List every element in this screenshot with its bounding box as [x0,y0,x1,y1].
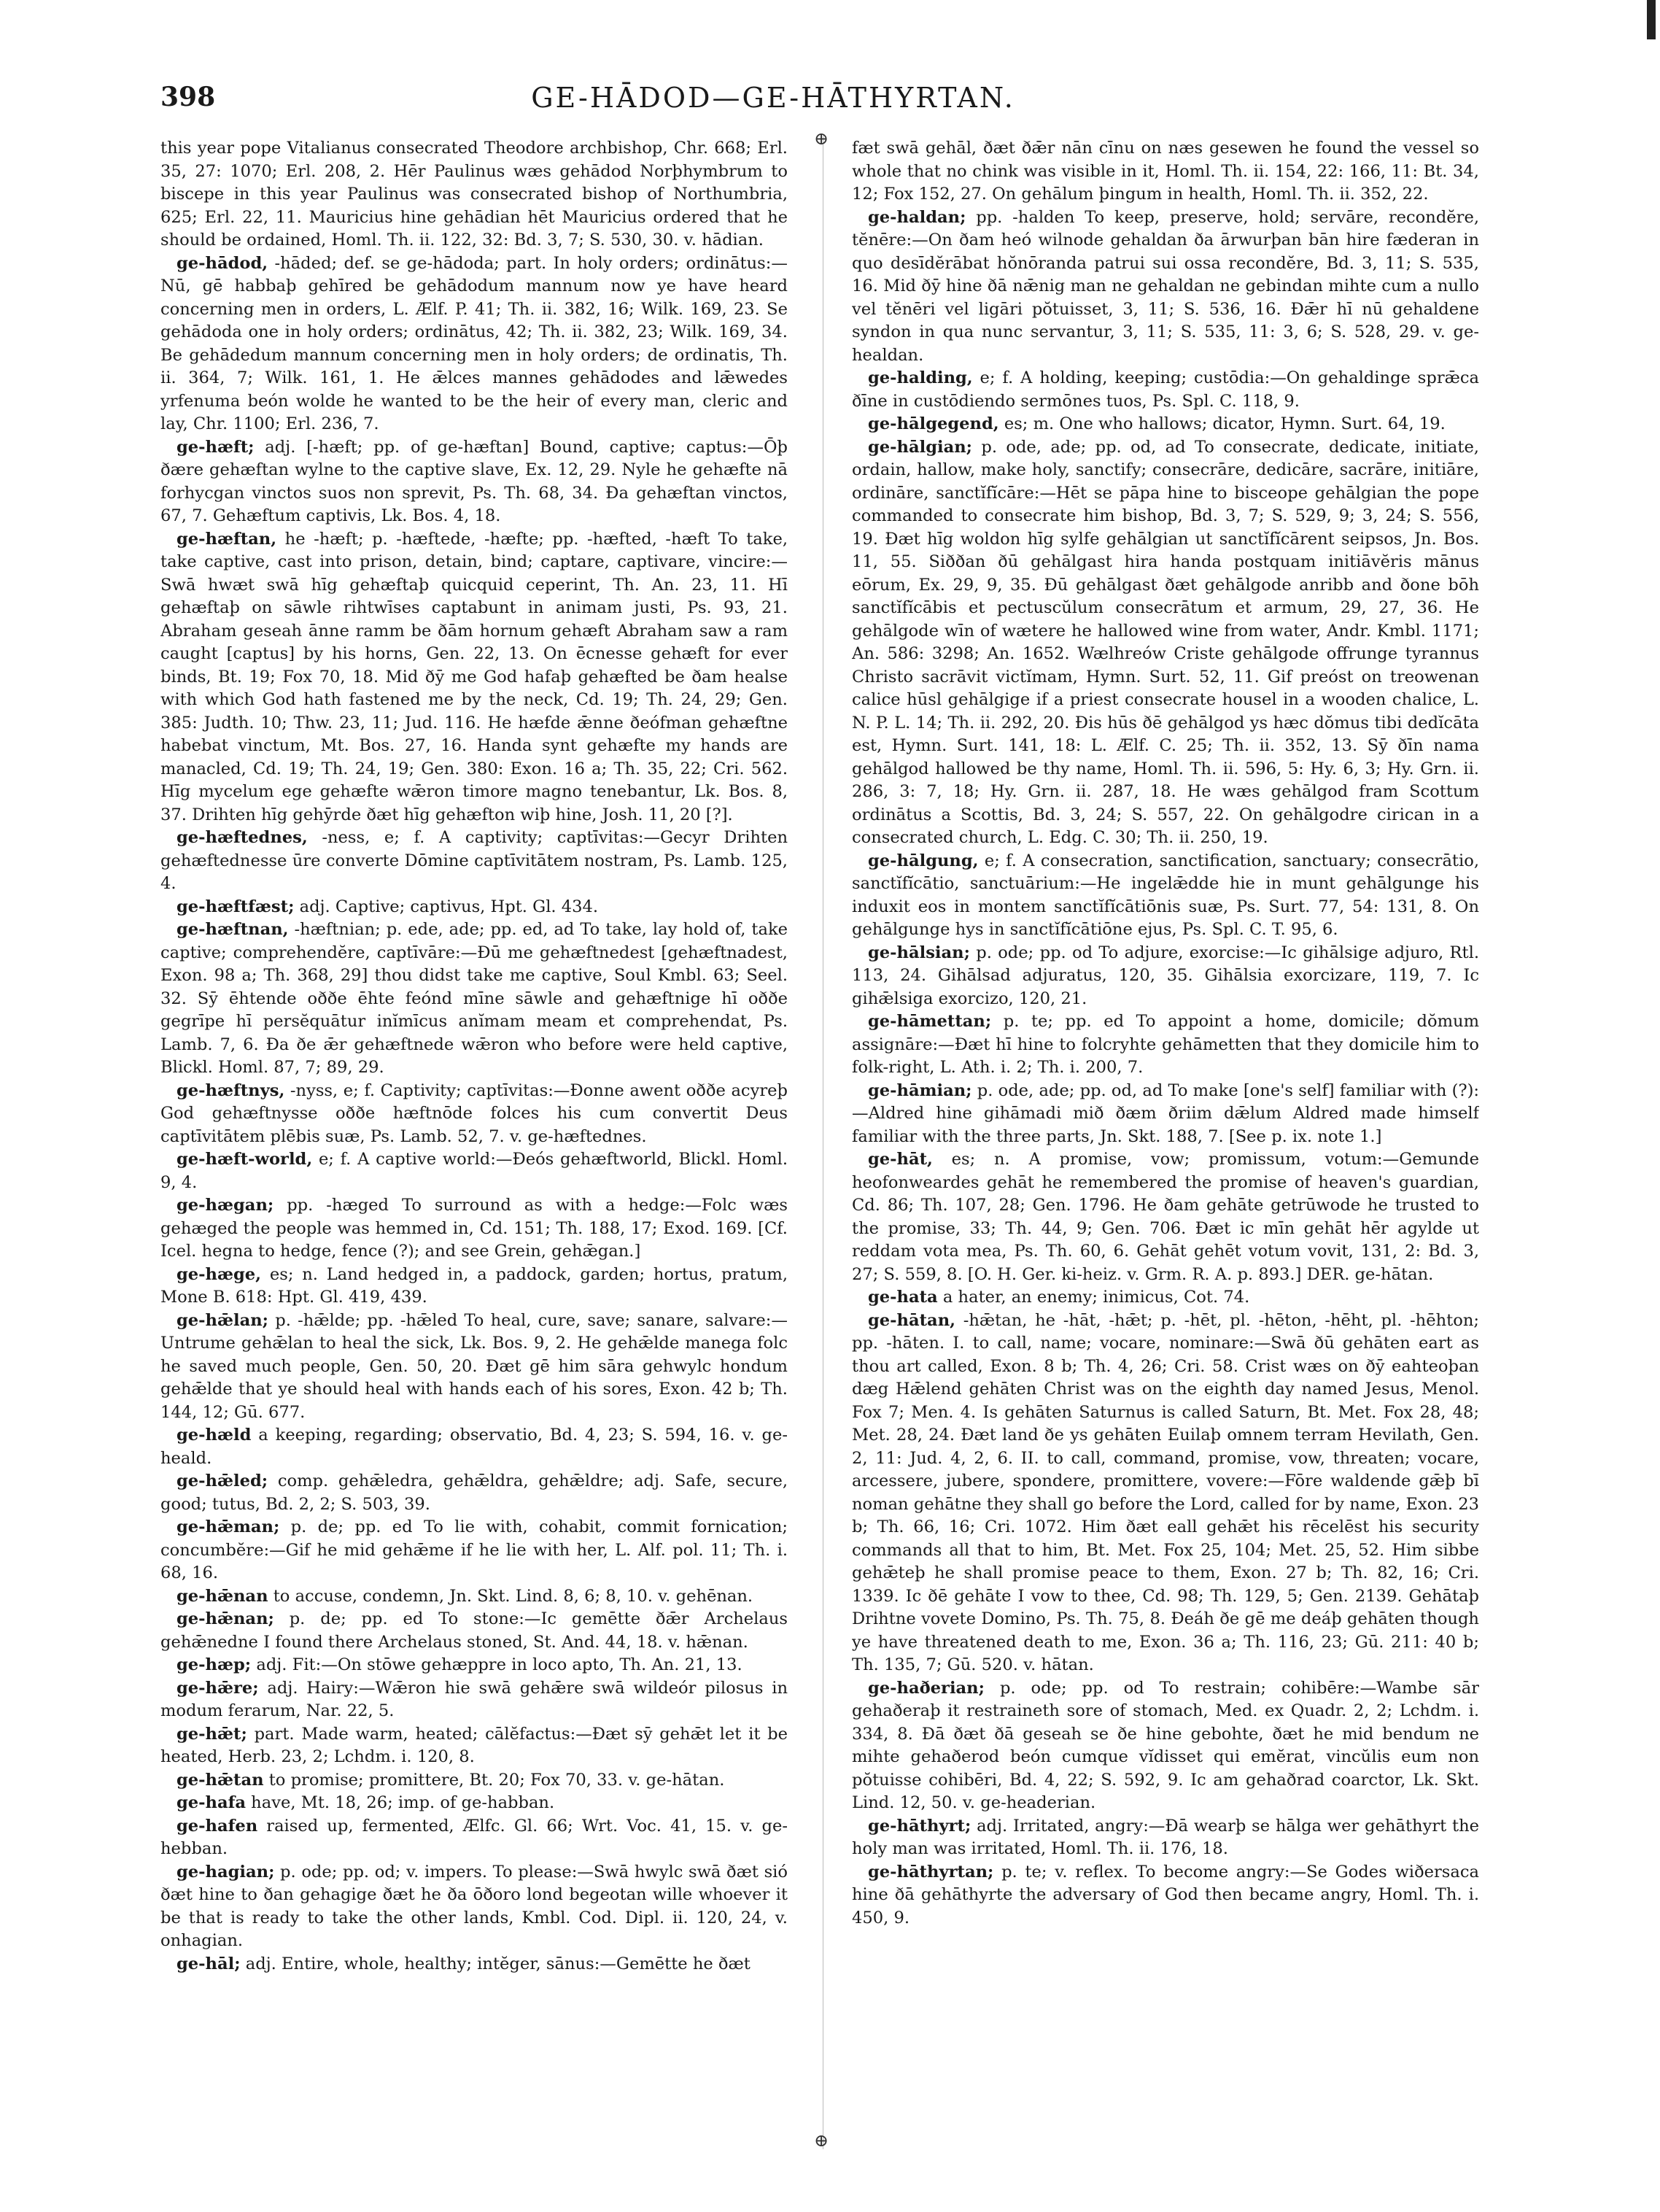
entry-text: es; n. A promise, vow; promissum, votum:—Gemunde heofonweardes gehāt he remembered the promise of heaven's guardian, Cd. 86; Th. 107, 28; Gen. 1796. He ðam gehāte getrūwode he trusted to the promise, 33; Th. 44, 9; Gen. 706. Ðæt ic mīn gehāt hēr agylde ut reddam vota mea, Ps. Th. 60, 6. Gehāt gehēt votum vovit, 131, 2: Bd. 3, 27; S. 559, 8. [O. H. Ger. ki-heiz. v. Grm. R. A. p. 893.] DER. ge-hātan. [852,1150,1479,1284]
dictionary-entry [160,252,788,436]
entry-headword: ge-halding, [868,368,973,387]
dictionary-entry [852,1080,1479,1149]
entry-headword: ge-hæftednes, [177,828,308,847]
dictionary-entry [160,1677,788,1723]
entry-headword: ge-hǣlan; [177,1310,268,1330]
dictionary-entry [160,1608,788,1654]
dictionary-entry [160,827,788,896]
entry-text: adj. Captive; captivus, Hpt. Gl. 434. [299,897,599,916]
entry-headword: ge-hālsian; [868,943,970,962]
entry-text: a hater, an enemy; inimicus, Cot. 74. [942,1288,1250,1307]
entry-headword: ge-hǣnan; [177,1609,274,1628]
dictionary-entry [160,1654,788,1677]
entry-text: p. te; pp. ed To appoint a home, domicile; dŏmum assignāre:—Ðæt hī hine to folcryhte gehāmetten that they domicile him to folk-right, L. Ath. i. 2; Th. i. 200, 7. [852,1012,1479,1077]
column-ornament-top: ⊕ [814,128,829,149]
entry-headword: ge-hæftnan, [177,920,289,939]
entry-headword: ge-hāthyrtan; [868,1862,994,1882]
entry-text: part. Made warm, heated; cālĕfactus:—Ðæt sȳ gehǣt let it be heated, Herb. 23, 2; Lchdm. i. 120, 8. [160,1724,788,1766]
entry-headword: ge-haldan; [868,207,966,227]
entry-headword: ge-hāmettan; [868,1012,992,1031]
dictionary-entry [160,1310,788,1425]
dictionary-entry [852,1310,1479,1677]
entry-headword: ge-hǣman; [177,1517,280,1536]
entry-text: adj. Irritated, angry:—Ðā wearþ se hālga wer gehāthyrt the holy man was irritated, Homl. Th. ii. 176, 18. [852,1816,1479,1858]
dictionary-entry [852,1677,1479,1815]
dictionary-entry [160,1723,788,1769]
entry-text: have, Mt. 18, 26; imp. of ge-habban. [251,1793,555,1812]
dictionary-entry [160,1264,788,1310]
page-corner-mark [1644,0,1660,39]
dictionary-entry [160,1148,788,1194]
entry-text: -nyss, e; f. Captivity; captīvitas:—Ðonne awent oððe acyreþ God gehæftnysse oððe hæftnōde folces his cum convertit Deus captīvitātem plēbis suæ, Ps. Lamb. 52, 7. v. ge-hæftednes. [160,1080,788,1146]
entry-text: es; m. One who hallows; dicator, Hymn. Surt. 64, 19. [1004,414,1446,433]
entry-text: -hǣtan, he -hāt, -hǣt; p. -hēt, pl. -hēton, -hēht, pl. -hēhton; pp. -hāten. I. to call, name; vocare, nominare:—Swā ðū gehāten eart as thou art called, Exon. 8 b; Th. 4, 26; Cri. 58. Crist wæs on ðȳ eahteoþan dæg Hǣlend gehāten Christ was on the eighth day named Jesus, Menol. Fox 7; Men. 4. Is gehāten Saturnus is called Saturn, Bt. Met. Fox 28, 48; Met. 28, 24. Ðæt land ðe ys gehāten Euilaþ omnem terram Hevilath, Gen. 2, 11: Jud. 4, 2, 6. II. to call, command, promise, vow, threaten; vocare, arcessere, jubere, spondere, promittere, vovere:—Fōre waldende gǣþ bī noman gehātne they shall go before the Lord, called for by name, Exon. 23 b; Th. 66, 16; Cri. 1072. Him ðæt eall gehǣt his rēcelēst his security commands all that to him, Bt. Met. Fox 25, 104; Met. 25, 52. Him sibbe gehǣteþ he shall promise peace to them, Exon. 27 b; Th. 82, 16; Cri. 1339. Ic ðē gehāte I vow to thee, Cd. 98; Th. 129, 5; Gen. 2139. Gehātaþ Drihtne vovete Domino, Ps. Th. 75, 8. Ðeáh ðe gē me deáþ gehāten though ye have threatened death to me, Exon. 36 a; Th. 116, 23; Gū. 211: 40 b; Th. 135, 7; Gū. 520. v. hātan. [852,1310,1479,1674]
entry-text: p. de; pp. ed To stone:—Ic gemētte ðǣr Archelaus gehǣnedne I found there Archelaus stoned, St. And. 44, 18. v. hǣnan. [160,1609,788,1652]
entry-text: pp. -halden To keep, preserve, hold; servāre, recondĕre, tĕnēre:—On ðam heó wilnode gehaldan ða ārwurþan bān hire fæderan in quo desīdĕrābat hŏnōranda patrui sui ossa recondĕre, Bd. 3, 11; S. 535, 16. Mid ðȳ hine ðā nǣnig man ne gehaldan ne gebindan mihte cum a nullo vel tĕnēri vel ligāri pŏtuisset, 3, 11; S. 536, 16. Ðǣr hī nū gehaldene syndon in qua nunc servantur, 3, 11; S. 535, 11: 3, 6; S. 528, 29. v. ge-healdan. [852,207,1479,365]
entry-text: adj. [-hæft; pp. of ge-hæftan] Bound, captive; captus:—Ōþ ðære gehæftan wylne to the captive slave, Ex. 12, 29. Nyle he gehæfte nā forhycgan vinctos suos non sprevit, Ps. Th. 68, 34. Ða gehæftan vinctos, 67, 7. Gehæftum captivis, Lk. Bos. 4, 18. [160,437,788,525]
column-ornament-bottom: ⊕ [814,2130,829,2151]
page-header [160,82,1386,125]
entry-text: adj. Fit:—On stōwe gehæppre in loco apto, Th. An. 21, 13. [256,1655,742,1674]
entry-headword: ge-hǣtan [177,1770,264,1790]
dictionary-entry [852,1815,1479,1861]
entry-headword: ge-hæld [177,1426,252,1445]
entry-text: p. -hǣlde; pp. -hǣled To heal, cure, save; sanare, salvare:—Untrume gehǣlan to heal the sick, Lk. Bos. 9, 2. He gehǣlde manega folc he saved much people, Gen. 50, 20. Ðæt gē him sāra gehwylc hondum gehǣlde that ye should heal with hands each of his sores, Exon. 42 b; Th. 144, 12; Gū. 677. [160,1310,788,1422]
entry-text: p. ode; pp. od To adjure, exorcise:—Ic gihālsige adjuro, Rtl. 113, 24. Gihālsad adjuratus, 120, 35. Gihālsia exorcizare, 119, 7. Ic gihǣlsiga exorcizo, 120, 21. [852,943,1479,1008]
entry-headword: ge-haðerian; [868,1678,985,1698]
entry-text: raised up, fermented, Ælfc. Gl. 66; Wrt. Voc. 41, 15. v. ge-hebban. [160,1816,788,1858]
entry-headword: ge-hǣnan [177,1586,268,1606]
entry-headword: ge-hæge, [177,1264,262,1284]
entry-text: a keeping, regarding; observatio, Bd. 4, 23; S. 594, 16. v. ge-heald. [160,1426,788,1468]
entry-text: p. ode, ade; pp. od, ad To consecrate, dedicate, initiate, ordain, hallow, make holy, sanctify; consecrāre, dedicāre, sacrāre, initiāre, ordināre, sanctĭfĭcāre:—Hēt se pāpa hine to bisceope gehālgian the pope commanded to consecrate him bishop, Bd. 3, 7; S. 529, 9; 3, 24; S. 556, 19. Ðæt hīg woldon hīg sylfe gehālgian ut sanctĭfĭcārent seipsos, Jn. Bos. 11, 55. Siððan ðū gehālgast hira handa postquam initiāvĕris mānus eōrum, Ex. 29, 9, 35. Ðū gehālgast ðæt gehālgode anribb and ðone bōh sanctĭfĭcābis et pectuscŭlum consecrātum et armum, 29, 27, 36. He gehālgode wīn of wætere he hallowed wine from water, Andr. Kmbl. 1171; An. 586: 3298; An. 1652. Wælhreów Criste gehālgode offrunge tyrannus Christo sacrāvit victĭmam, Hymn. Surt. 52, 11. Gif preóst on treowenan calice hūsl gehālgige if a priest consecrate housel in a wooden chalice, L. N. P. L. 14; Th. ii. 292, 20. Ðis hūs ðē gehālgod ys hæc dŏmus tibi dedĭcāta est, Hymn. Surt. 141, 18: L. Ælf. C. 25; Th. ii. 352, 13. Sȳ ðīn nama gehālgod hallowed be thy name, Homl. Th. ii. 596, 5: Hy. 6, 3; Hy. Grn. ii. 286, 3: 7, 18; Hy. Grn. ii. 287, 18. He wæs gehālgod fram Scottum ordinātus a Scottis, Bd. 3, 24; S. 557, 22. On gehālgodre cirican in a consecrated church, L. Edg. C. 30; Th. ii. 250, 19. [852,437,1479,847]
dictionary-entry [852,1286,1479,1310]
dictionary-entry [160,1080,788,1149]
entry-headword: ge-hæft; [177,437,255,457]
entry-headword: ge-hāthyrt; [868,1816,971,1836]
entry-text: e; f. A holding, keeping; custōdia:—On gehaldinge sprǣca ðīne in custōdiendo sermōnes tuos, Ps. Spl. C. 118, 9. [852,368,1479,411]
dictionary-entry [160,1861,788,1953]
entry-text: to promise; promittere, Bt. 20; Fox 70, 33. v. ge-hātan. [268,1770,725,1790]
entry-headword: ge-hæftfæst; [177,897,295,916]
entry-headword: ge-hafa [177,1793,246,1812]
dictionary-entry [160,1424,788,1470]
entry-headword: ge-hæp; [177,1655,252,1674]
entry-headword: ge-hǣled; [177,1472,268,1490]
entry-text: -hāded; def. se ge-hādoda; part. In holy orders; ordinātus:—Nū, gē habbaþ gehīred be gehādodum mannum now ye have heard concerning men in orders, L. Ælf. P. 41; Th. ii. 382, 16; Wilk. 169, 23. Se gehādoda one in holy orders; ordinātus, 42; Th. ii. 382, 23; Wilk. 169, 34. Be gehādedum mannum concerning men in holy orders; de ordinatis, Th. ii. 364, 7; Wilk. 161, 1. He ǣlces mannes gehādodes and lǣwedes yrfenuma beón wolde he wanted to be the heir of every man, cleric and lay, Chr. 1100; Erl. 236, 7. [160,253,788,433]
dictionary-entry [160,1815,788,1861]
dictionary-entry [160,528,788,827]
entry-headword: ge-hāt, [868,1150,933,1169]
dictionary-entry [160,436,788,528]
right-column [852,137,1479,2151]
entry-text: fæt swā gehāl, ðæt ðǣr nān cīnu on næs gesewen he found the vessel so whole that no chink was visible in it, Homl. Th. ii. 154, 22: 166, 11: Bt. 34, 12; Fox 152, 27. On gehālum þingum in health, Homl. Th. ii. 352, 22. [852,139,1479,204]
dictionary-entry [852,137,1479,206]
dictionary-entry [852,1148,1479,1286]
entry-text: e; f. A captive world:—Ðeós gehæftworld, Blickl. Homl. 9, 4. [160,1150,788,1192]
entry-text: adj. Entire, whole, healthy; intĕger, sānus:—Gemētte he ðæt [245,1954,751,1973]
dictionary-entry [160,896,788,919]
entry-headword: ge-hæftnys, [177,1080,285,1100]
left-column [160,137,788,2151]
entry-headword: ge-hādod, [177,253,268,273]
dictionary-entry [852,413,1479,436]
dictionary-entry [852,436,1479,850]
entry-text: p. ode; pp. od; v. impers. To please:—Swā hwylc swā ðæt sió ðæt hine to ðan gehagige ðæt he ða ōðoro lond begeotan wille whoever it be that is ready to take the other lands, Kmbl. Cod. Dipl. ii. 120, 24, v. onhagian. [160,1862,788,1950]
entry-text: this year pope Vitalianus consecrated Theodore archbishop, Chr. 668; Erl. 35, 27: 1070; Erl. 208, 2. Hēr Paulinus wæs gehādod Norþhymbrum to biscepe in this year Paulinus was consecrated bishop of Northumbria, 625; Erl. 22, 11. Mauricius hine gehādian hēt Mauricius ordered that he should be ordained, Homl. Th. ii. 122, 32: Bd. 3, 7; S. 530, 30. v. hādian. [160,139,788,250]
dictionary-entry [852,1010,1479,1080]
dictionary-entry [160,137,788,252]
dictionary-entry [160,1470,788,1516]
entry-text: p. te; v. reflex. To become angry:—Se Godes wiðersaca hine ðā gehāthyrte the adversary of God then became angry, Homl. Th. i. 450, 9. [852,1862,1479,1927]
dictionary-entry [852,367,1479,413]
dictionary-entry [852,850,1479,942]
dictionary-entry [852,942,1479,1011]
running-head: GE-HĀDOD—GE-HĀTHYRTAN. [531,82,1015,114]
dictionary-entry [160,1585,788,1609]
entry-headword: ge-hātan, [868,1310,955,1330]
entry-text: comp. gehǣledra, gehǣldra, gehǣldre; adj. Safe, secure, good; tutus, Bd. 2, 2; S. 503, 39. [160,1472,788,1514]
entry-text: es; n. Land hedged in, a paddock, garden; hortus, pratum, Mone B. 618: Hpt. Gl. 419, 439. [160,1264,788,1307]
entry-headword: ge-hafen [177,1816,258,1836]
dictionary-entry [160,919,788,1080]
entry-text: p. ode, ade; pp. od, ad To make [one's self] familiar with (?):—Aldred hine gihāmadi mið ðæm ðriim dǣlum Aldred made himself familiar with the three parts, Jn. Skt. 188, 7. [See p. ix. note 1.] [852,1080,1479,1146]
entry-headword: ge-hālgung, [868,851,979,870]
entry-headword: ge-hālgian; [868,437,972,457]
entry-text: to accuse, condemn, Jn. Skt. Lind. 8, 6; 8, 10. v. gehēnan. [273,1586,753,1606]
dictionary-entry [852,1861,1479,1930]
entry-text: he -hæft; p. -hæftede, -hæfte; pp. -hæfted, -hæft To take, take captive, cast into prison, detain, bind; captare, captivare, vincire:—Swā hwæt swā hīg gehæftaþ quicquid ceperint, Th. An. 23, 11. Hī gehæftaþ on sāwle rihtwīses captabunt in animam justi, Ps. 93, 21. Abraham geseah ānne ramm be ðām hornum gehæft Abraham saw a ram caught [captus] by his horns, Gen. 22, 13. On ēcnesse gehæft for ever binds, Bt. 19; Fox 70, 18. Mid ðȳ me God hafaþ gehæfted be ðam healse with which God hath fastened me by the neck, Cd. 19; Th. 24, 29; Gen. 385: Judth. 10; Thw. 23, 11; Jud. 116. He hæfde ǣnne ðeófman gehæftne habebat vinctum, Mt. Bos. 27, 16. Handa synt gehæfte my hands are manacled, Cd. 19; Th. 24, 19; Gen. 380: Exon. 16 a; Th. 35, 22; Cri. 562. Hīg mycelum ege gehæfte wǣron timore magno tenebantur, Lk. Bos. 8, 37. Drihten hīg gehȳrde ðæt hīg gehæfton wiþ hine, Josh. 11, 20 [?]. [160,529,788,824]
entry-text: e; f. A consecration, sanctification, sanctuary; consecrātio, sanctĭfĭcātio, sanctuārium:—He ingelǣdde hie in munt gehālgunge his induxit eos in montem sanctĭfĭcātiōnis suæ, Ps. Surt. 77, 54: 131, 8. On gehālgunge hys in sanctĭfĭcātiōne ejus, Ps. Spl. C. T. 95, 6. [852,851,1479,939]
entry-text: -ness, e; f. A captivity; captīvitas:—Gecyr Drihten gehæftednesse ūre converte Dōmine captīvitātem nostram, Ps. Lamb. 125, 4. [160,828,788,893]
entry-headword: ge-hæftan, [177,529,277,549]
entry-headword: ge-hǣre; [177,1678,259,1698]
entry-text: p. de; pp. ed To lie with, cohabit, commit fornication; concumbĕre:—Gif he mid gehǣme if he lie with her, L. Alf. pol. 11; Th. i. 68, 16. [160,1517,788,1582]
dictionary-entry [160,1792,788,1815]
entry-text: -hæftnian; p. ede, ade; pp. ed, ad To take, lay hold of, take captive; comprehendĕre, captīvāre:—Ðū me gehæftnedest [gehæftnadest, Exon. 98 a; Th. 368, 29] thou didst take me captive, Soul Kmbl. 63; Seel. 32. Sȳ ēhtende oððe ēhte feónd mīne sāwle and gehæftnige hī oððe gegrīpe hī persĕquātur inĭmīcus anĭmam meam et comprehendat, Ps. Lamb. 7, 6. Ða ðe ǣr gehæftnede wǣron who before were held captive, Blickl. Homl. 87, 7; 89, 29. [160,920,788,1077]
entry-text: p. ode; pp. od To restrain; cohibēre:—Wambe sār gehaðeraþ it restraineth sore of stomach, Med. ex Quadr. 2, 2; Lchdm. i. 334, 8. Ðā ðæt ðā geseah se ðe hine gebohte, ðæt he mid bendum ne mihte gehaðerod beón cumque vĭdisset qui emĕrat, vincŭlis eum non pŏtuisse cohibēri, Bd. 4, 22; S. 592, 9. Ic am gehaðrad coarctor, Lk. Skt. Lind. 12, 50. v. ge-headerian. [852,1678,1479,1812]
dictionary-entry [160,1516,788,1585]
entry-headword: ge-hǣt; [177,1724,247,1744]
dictionary-entry [160,1769,788,1793]
entry-text: adj. Hairy:—Wǣron hie swā gehǣre swā wildeór pilosus in modum ferarum, Nar. 22, 5. [160,1678,788,1720]
page-number: 398 [160,82,216,112]
entry-text: pp. -hæged To surround as with a hedge:—Folc wæs gehæged the people was hemmed in, Cd. 151; Th. 188, 17; Exod. 169. [Cf. Icel. hegna to hedge, fence (?); and see Grein, gehǣgan.] [160,1196,788,1261]
dictionary-entry [160,1953,788,1976]
entry-headword: ge-hata [868,1288,938,1307]
entry-headword: ge-hālgegend, [868,414,999,433]
dictionary-entry [852,206,1479,368]
entry-headword: ge-hægan; [177,1196,274,1215]
entry-headword: ge-hæft-world, [177,1150,313,1169]
entry-headword: ge-hāmian; [868,1080,972,1100]
dictionary-entry [160,1194,788,1264]
entry-headword: ge-hagian; [177,1862,275,1882]
entry-headword: ge-hāl; [177,1954,241,1973]
